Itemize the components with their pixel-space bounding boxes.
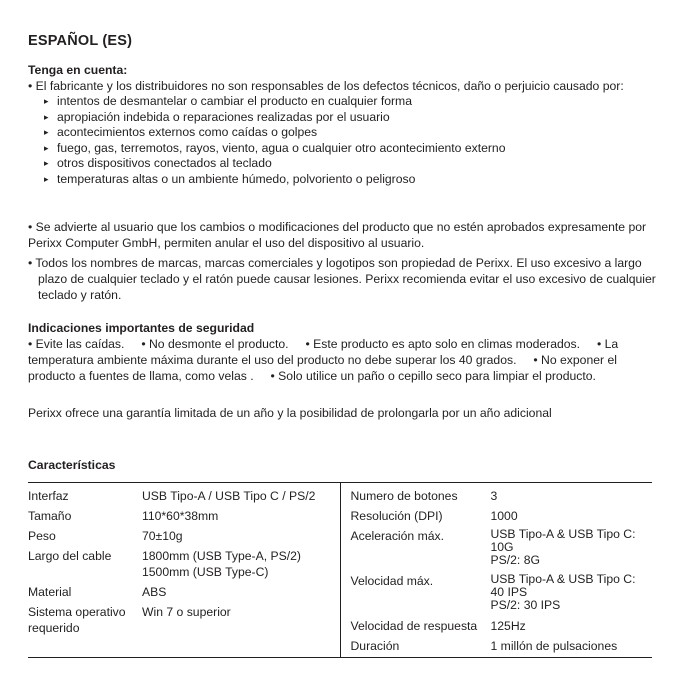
list-item: ▸ intentos de desmantelar o cambiar el producto en cualquier forma [46, 94, 658, 110]
advisories-section [28, 219, 658, 307]
table-row [28, 508, 340, 524]
table-row [341, 573, 653, 612]
table-row [341, 528, 653, 567]
list-item: ▸ apropiación indebida o reparaciones realizadas por el usuario [46, 110, 658, 126]
table-row [341, 508, 653, 524]
page-title: ESPAÑOL (ES) [28, 33, 133, 49]
safety-text: • Evite las caídas. • No desmonte el producto. • Este producto es apto solo en climas moderados. • La temperatura ambiente máxima durante el uso del producto no debe superar los 40 grados. • No exponer el producto a fuentes de llama, como velas . • Solo utilice un paño o cepillo seco para limpiar el producto. [28, 337, 622, 383]
table-row [341, 488, 653, 504]
spec-value: 125Hz [490, 619, 526, 633]
spec-label: Interfaz [28, 489, 69, 503]
table-row [28, 584, 340, 600]
spec-label: Aceleración máx. [350, 529, 444, 543]
spec-label: Tamaño [28, 509, 72, 523]
safety-title: Indicaciones importantes de seguridad [28, 321, 255, 335]
notice-section [28, 62, 658, 188]
list-item: ▸ fuego, gas, terremotos, rayos, viento, agua o cualquier otro acontecimiento externo [46, 141, 658, 157]
spec-label: Resolución (DPI) [350, 509, 443, 523]
table-row [28, 528, 340, 544]
spec-label: Material [28, 585, 72, 599]
advisory-paragraph: • Todos los nombres de marcas, marcas comerciales y logotipos son propiedad de Perixx. El uso excesivo a largo plazo de cualquier teclado y el ratón puede causar lesiones. Perixx recomienda evitar el uso excesivo de cualquier teclado y ratón. [28, 256, 656, 302]
list-item: ▸ temperaturas altas o un ambiente húmedo, polvoriento o peligroso [46, 172, 658, 188]
advisory-paragraph: • Se advierte al usuario que los cambios o modificaciones del producto que no estén aprobados expresamente por Perixx Computer GmbH, permiten anular el uso del dispositivo al usuario. [28, 220, 647, 250]
safety-section [28, 320, 658, 384]
spec-value: USB Tipo-A & USB Tipo C: 10G PS/2: 8G [490, 527, 636, 567]
table-row [341, 638, 653, 654]
table-row [28, 488, 340, 504]
table-row [341, 618, 653, 634]
spec-label: Duración [350, 639, 400, 653]
spec-value: Win 7 o superior [142, 605, 231, 619]
spec-value: USB Tipo-A / USB Tipo C / PS/2 [142, 489, 316, 503]
characteristics-title: Características [28, 458, 116, 472]
spec-value: 110*60*38mm [142, 509, 219, 523]
notice-list [28, 94, 658, 188]
notice-intro: • El fabricante y los distribuidores no son responsables de los defectos técnicos, daño o perjuicio causado por: [28, 79, 624, 93]
spec-value: 1 millón de pulsaciones [490, 639, 618, 653]
spec-label: Largo del cable [28, 549, 112, 563]
list-item: ▸ acontecimientos externos como caídas o golpes [46, 125, 658, 141]
table-row [28, 548, 340, 580]
specs-table [28, 482, 652, 658]
spec-value: 1800mm (USB Type-A, PS/2) 1500mm (USB Type-C) [142, 549, 301, 579]
spec-value: USB Tipo-A & USB Tipo C: 40 IPS PS/2: 30 IPS [490, 572, 636, 612]
spec-value: ABS [142, 585, 167, 599]
spec-label: Velocidad máx. [350, 574, 434, 588]
spec-label: Velocidad de respuesta [350, 619, 478, 633]
table-row [28, 604, 340, 636]
warranty-text: Perixx ofrece una garantía limitada de un año y la posibilidad de prolongarla por un año adicional [28, 406, 552, 420]
specs-right-column [340, 483, 652, 658]
spec-value: 3 [490, 489, 498, 503]
notice-title: Tenga en cuenta: [28, 63, 128, 77]
spec-value: 70±10g [142, 529, 183, 543]
spec-label: Sistema operativo requerido [28, 605, 126, 635]
specs-left-column [28, 483, 340, 658]
spec-label: Numero de botones [350, 489, 458, 503]
list-item: ▸ otros dispositivos conectados al teclado [46, 156, 658, 172]
spec-label: Peso [28, 529, 56, 543]
spec-value: 1000 [490, 509, 518, 523]
